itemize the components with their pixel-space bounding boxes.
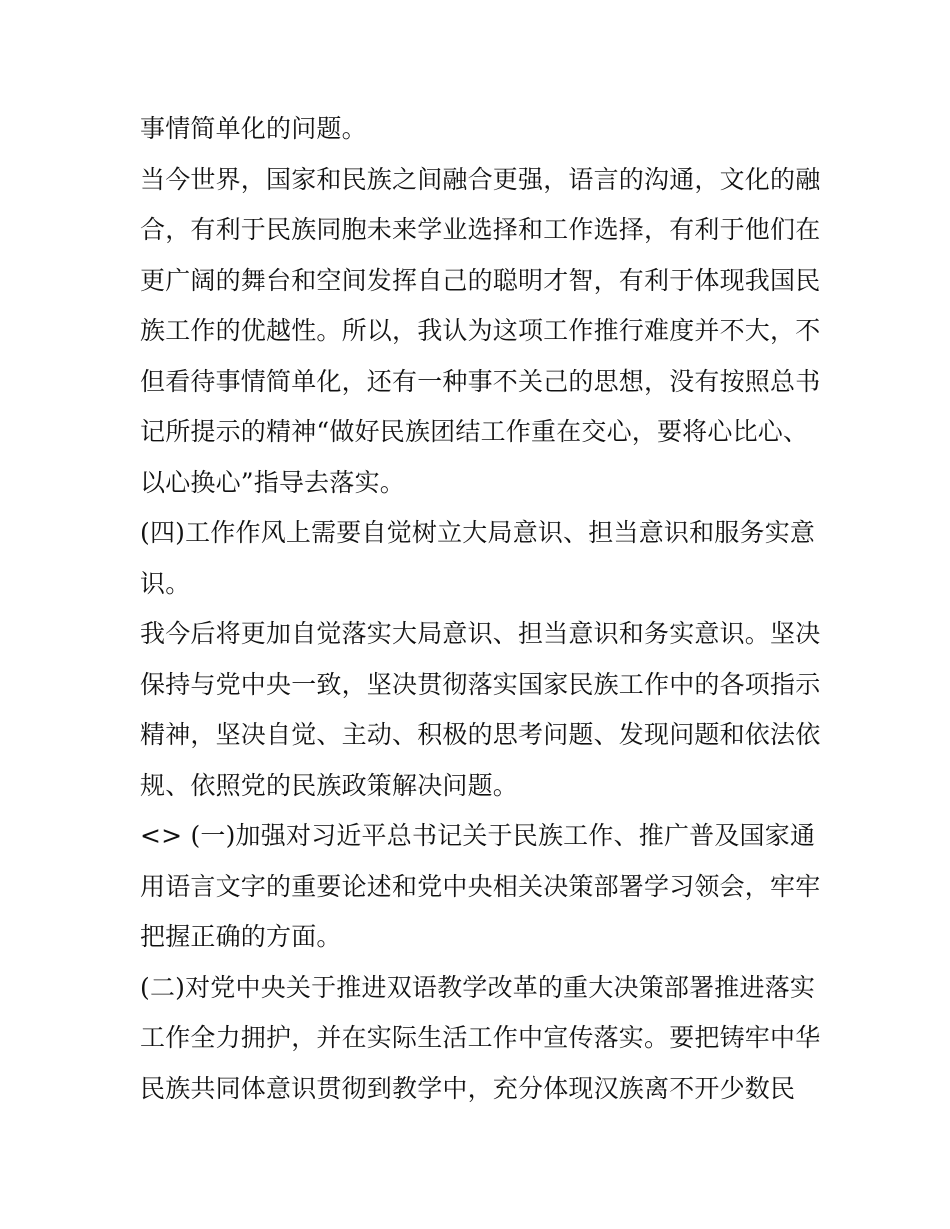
text-line: 保持与党中央一致，坚决贯彻落实国家民族工作中的各项指示 [140,669,821,699]
list-item-line: 民族共同体意识贯彻到教学中，充分体现汉族离不开少数民 [140,1073,796,1103]
text-line: 合，有利于民族同胞未来学业选择和工作选择，有利于他们在 [140,215,821,244]
document-body [140,104,820,1114]
text-line: 事情简单化的问题。 [140,114,367,143]
text-line: 更广阔的舞台和空间发挥自己的聪明才智，有利于体现我国民 [140,265,821,295]
text-line: 族工作的优越性。所以，我认为这项工作推行难度并不大，不 [140,316,821,345]
section-heading-line: 识。 [140,568,191,598]
section-heading-line: (四)工作作风上需要自觉树立大局意识、担当意识和服务实意 [140,518,816,547]
list-item-line: (二)对党中央关于推进双语教学改革的重大决策部署推进落实 [140,972,816,1002]
list-item-line: 把握正确的方面。 [140,922,342,951]
text-line: 规、依照党的民族政策解决问题。 [140,770,519,800]
text-line: 精神，坚决自觉、主动、积极的思考问题、发现问题和依法依 [140,720,821,749]
text-line: 我今后将更加自觉落实大局意识、担当意识和务实意识。坚决 [140,619,821,648]
text-line: 记所提示的精神“做好民族团结工作重在交心，要将心比心、 [140,417,809,446]
text-line: 但看待事情简单化，还有一种事不关己的思想，没有按照总书 [140,366,821,396]
text-line: 当今世界，国家和民族之间融合更强，语言的沟通，文化的融 [140,164,821,194]
text-line: 以心换心”指导去落实。 [140,467,405,497]
list-item-line: 用语言文字的重要论述和党中央相关决策部署学习领会，牢牢 [140,871,821,901]
list-item-line: 工作全力拥护，并在实际生活工作中宣传落实。要把铸牢中华 [140,1023,821,1052]
list-item-line: <> (一)加强对习近平总书记关于民族工作、推广普及国家通 [140,821,816,850]
